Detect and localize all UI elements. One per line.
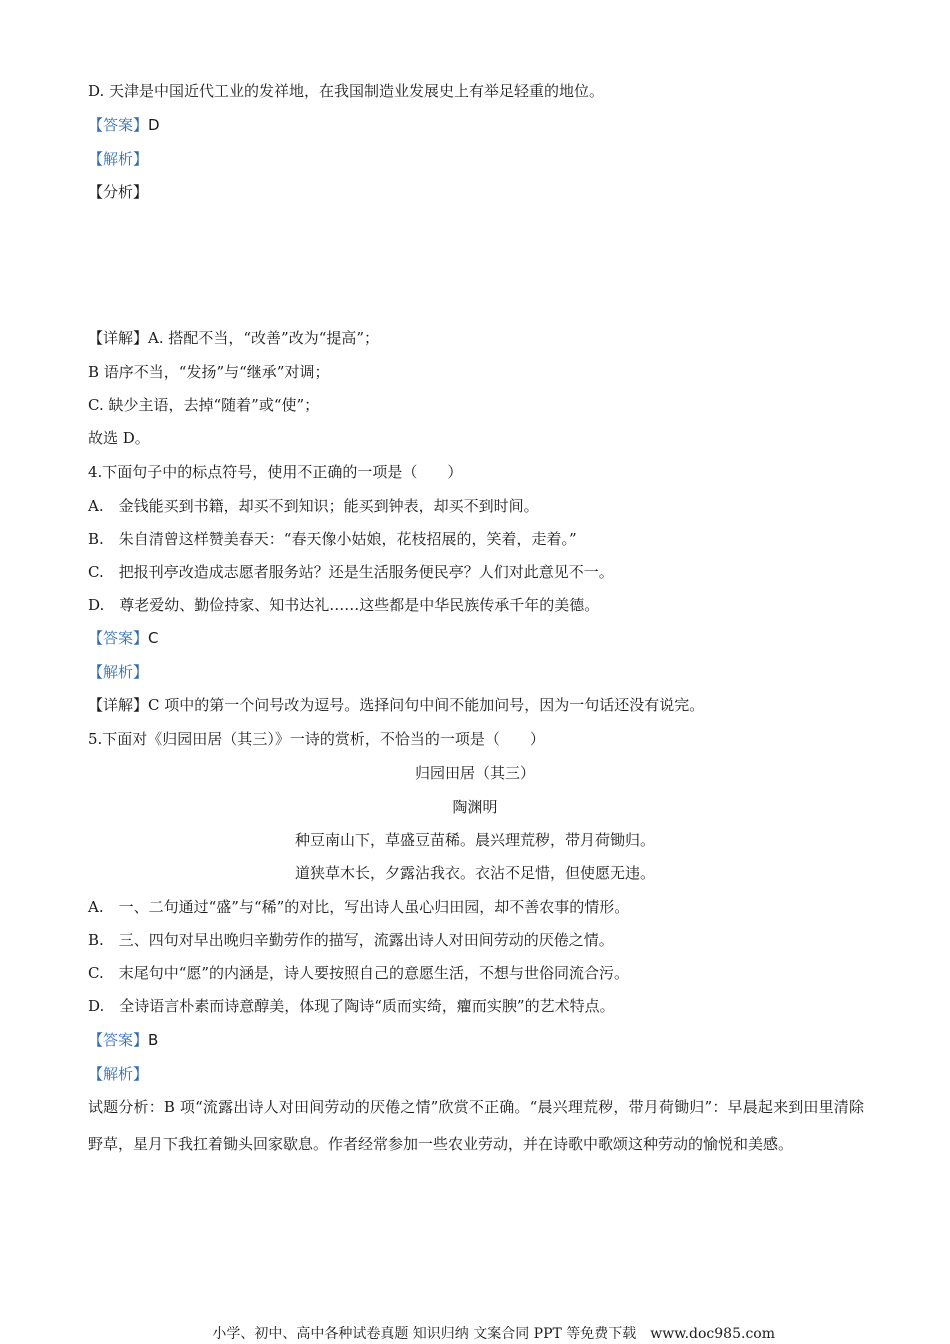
q5-option-d: D. 全诗语言朴素而诗意醇美，体现了陶诗“质而实绮，癯而实腴”的艺术特点。 [88, 997, 615, 1015]
answer-row-2 [88, 628, 159, 648]
q5-option-a: A. 一、二句通过“盛”与“稀”的对比，写出诗人虽心归田园，却不善农事的情形。 [88, 898, 630, 916]
analysis-label-3: 【解析】 [88, 1065, 149, 1083]
poem-line-2: 道狭草木长，夕露沾我衣。衣沾不足惜，但使愿无违。 [294, 864, 655, 882]
answer-value: D [148, 116, 160, 134]
answer-row-3 [88, 1030, 158, 1050]
q5-option-b: B. 三、四句对早出晚归辛勤劳作的描写，流露出诗人对田间劳动的厌倦之情。 [88, 931, 614, 949]
option-d-line: D. 天津是中国近代工业的发祥地，在我国制造业发展史上有举足轻重的地位。 [88, 82, 605, 100]
analysis-paragraph: 试题分析：B 项“流露出诗人对田间劳动的厌倦之情”欣赏不正确。“晨兴理荒秽，带月荷锄归”：早晨起来到田里清除野草，星月下我扛着锄头回家歇息。作者经常参加一些农业劳动，并在诗歌中歌颂这种劳动的愉悦和美感。 [88, 1098, 864, 1153]
question-4: 4.下面句子中的标点符号，使用不正确的一项是（ ） [88, 463, 463, 481]
poem-line-1: 种豆南山下，草盛豆苗稀。晨兴理荒秽，带月荷锄归。 [294, 831, 655, 849]
detail-c: C. 缺少主语，去掉“随着”或“使”； [88, 396, 320, 414]
q4-option-d: D. 尊老爱幼、勤俭持家、知书达礼……这些都是中华民族传承千年的美德。 [88, 596, 600, 614]
analysis-label-1: 【解析】 [88, 150, 149, 168]
answer-value: B [148, 1031, 159, 1049]
fenxi-label: 【分析】 [88, 183, 149, 201]
detail-b: B 语序不当，“发扬”与“继承”对调； [88, 363, 330, 381]
answer-value: C [148, 629, 159, 647]
poem-title: 归园田居（其三） [414, 764, 535, 782]
answer-label: 【答案】 [88, 1031, 149, 1049]
q5-option-c: C. 末尾句中“愿”的内涵是，诗人要按照自己的意愿生活，不想与世俗同流合污。 [88, 964, 630, 982]
poem-author: 陶渊明 [452, 798, 498, 816]
page-footer [0, 1325, 950, 1343]
detail-q4: 【详解】C 项中的第一个问号改为逗号。选择问句中间不能加问号，因为一句话还没有说完。 [88, 696, 705, 714]
guxuan-line: 故选 D。 [88, 429, 150, 447]
q4-option-b: B. 朱自清曾这样赞美春天：“春天像小姑娘，花枝招展的，笑着，走着。” [88, 530, 577, 548]
q4-option-c: C. 把报刊亭改造成志愿者服务站？还是生活服务便民亭？人们对此意见不一。 [88, 563, 614, 581]
q4-option-a: A. 金钱能买到书籍，却买不到知识；能买到钟表，却买不到时间。 [88, 497, 539, 515]
answer-label: 【答案】 [88, 629, 149, 647]
question-5: 5.下面对《归园田居（其三）》一诗的赏析，不恰当的一项是（ ） [88, 730, 545, 748]
answer-label: 【答案】 [88, 116, 149, 134]
answer-row-1 [88, 115, 160, 135]
footer-text: 小学、初中、高中各种试卷真题 知识归纳 文案合同 PPT 等免费下载 www.doc985.com [212, 1326, 775, 1342]
detail-a: 【详解】A. 搭配不当，“改善”改为“提高”； [88, 329, 380, 347]
analysis-label-2: 【解析】 [88, 663, 149, 681]
